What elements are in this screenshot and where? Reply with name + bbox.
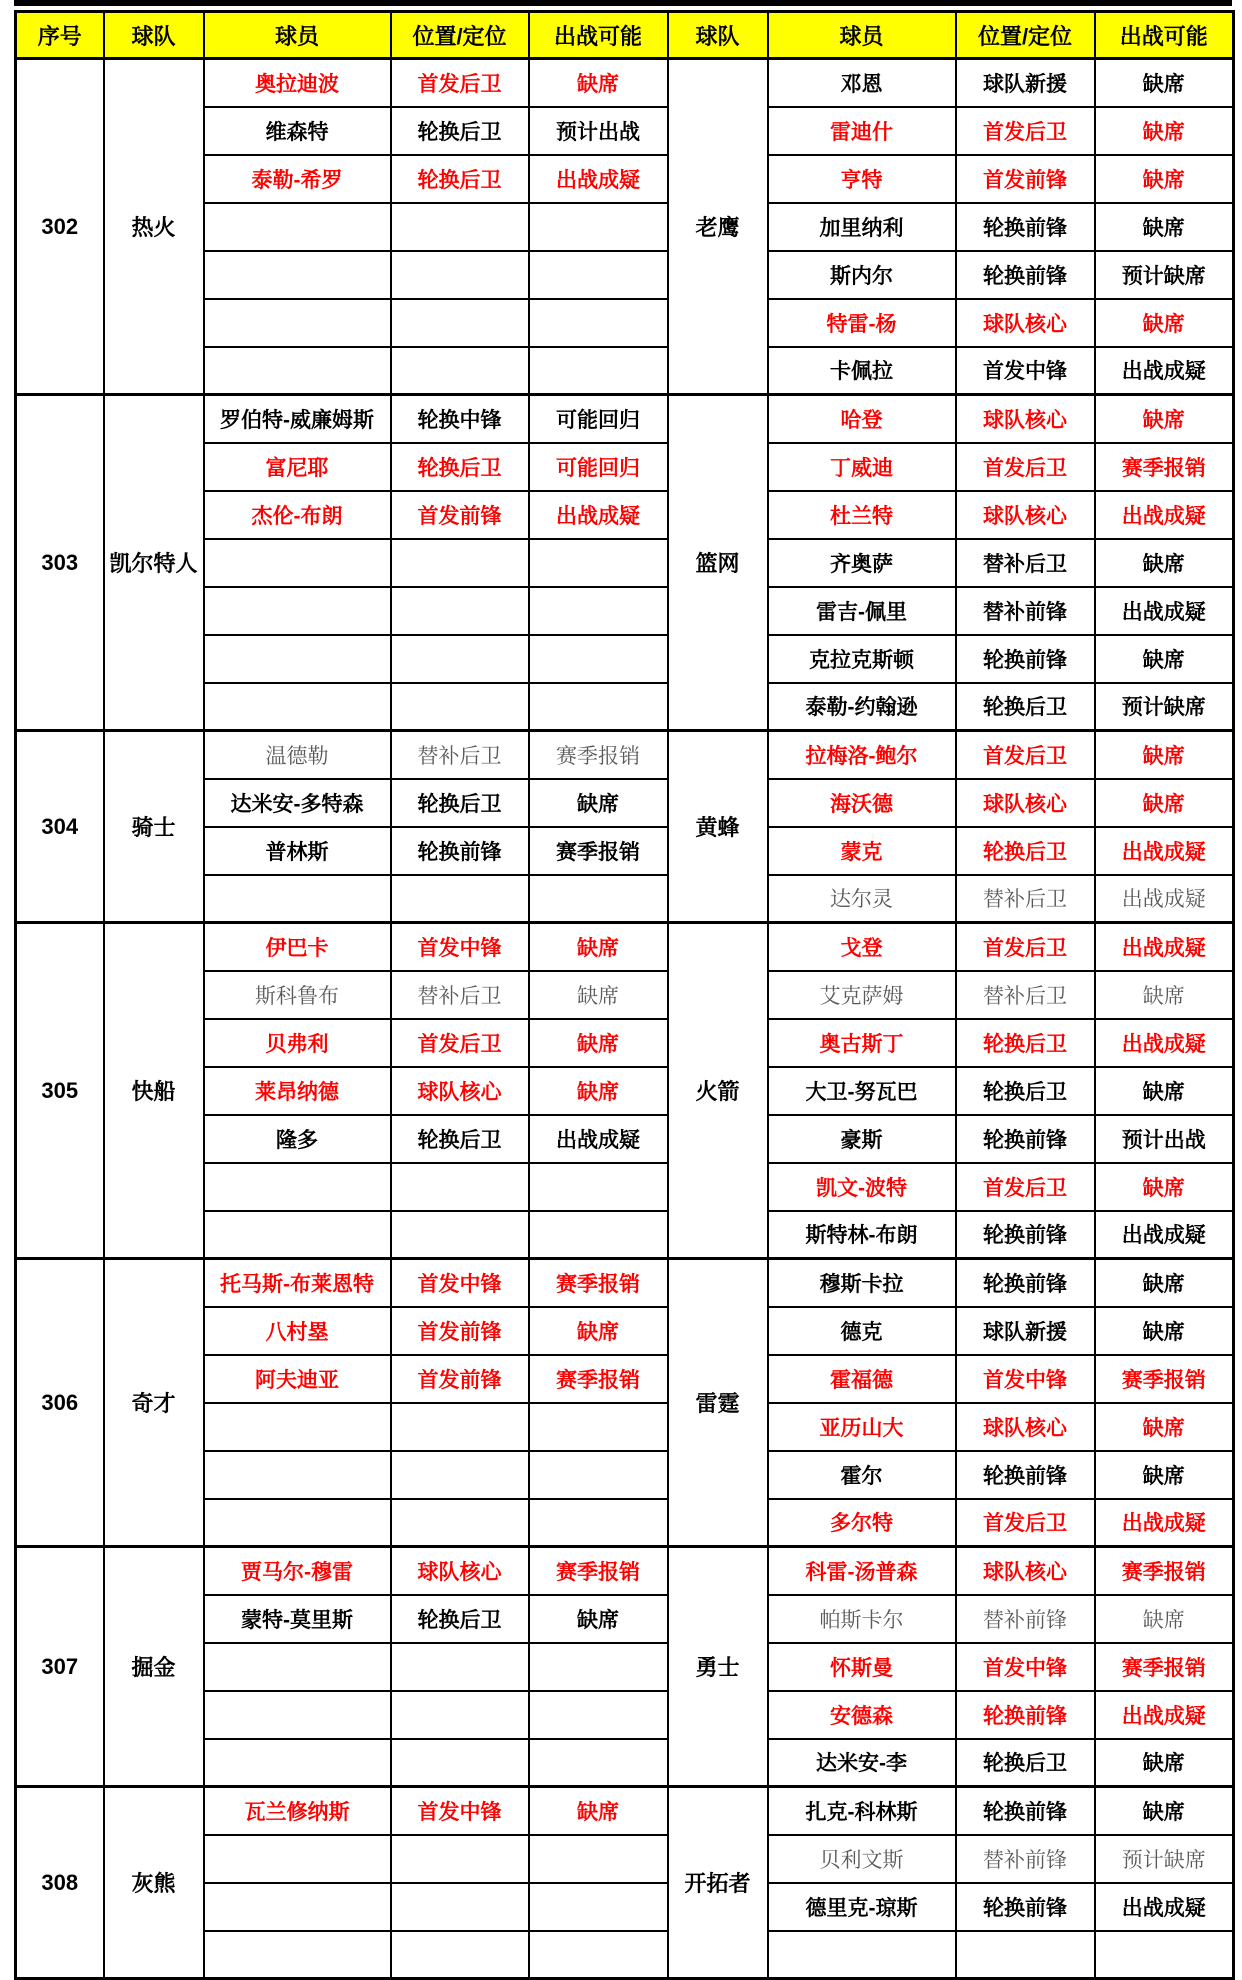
position-cell: 轮换后卫 bbox=[956, 1019, 1095, 1067]
player-cell: 杜兰特 bbox=[768, 491, 956, 539]
player-cell: 科雷-汤普森 bbox=[768, 1547, 956, 1595]
availability-cell: 可能回归 bbox=[529, 395, 668, 443]
position-cell: 轮换前锋 bbox=[956, 1451, 1095, 1499]
availability-cell: 赛季报销 bbox=[1095, 443, 1234, 491]
player-cell: 霍尔 bbox=[768, 1451, 956, 1499]
empty-cell bbox=[391, 1931, 529, 1979]
seq-cell: 308 bbox=[16, 1787, 104, 1979]
empty-cell bbox=[529, 1739, 668, 1787]
player-cell: 加里纳利 bbox=[768, 203, 956, 251]
player-cell: 贾马尔-穆雷 bbox=[204, 1547, 391, 1595]
empty-cell bbox=[391, 635, 529, 683]
empty-cell bbox=[529, 347, 668, 395]
empty-cell bbox=[391, 299, 529, 347]
team-cell-right: 篮网 bbox=[668, 395, 768, 731]
empty-cell bbox=[204, 1643, 391, 1691]
player-cell: 雷迪什 bbox=[768, 107, 956, 155]
seq-cell: 305 bbox=[16, 923, 104, 1259]
position-cell: 球队核心 bbox=[391, 1067, 529, 1115]
empty-cell bbox=[391, 203, 529, 251]
empty-cell bbox=[956, 1931, 1095, 1979]
position-cell: 球队新援 bbox=[956, 59, 1095, 107]
availability-cell: 缺席 bbox=[1095, 731, 1234, 779]
player-cell: 戈登 bbox=[768, 923, 956, 971]
empty-cell bbox=[391, 1451, 529, 1499]
position-cell: 首发中锋 bbox=[391, 1259, 529, 1307]
player-cell: 邓恩 bbox=[768, 59, 956, 107]
empty-cell bbox=[204, 1691, 391, 1739]
availability-cell: 出战成疑 bbox=[1095, 875, 1234, 923]
roster-table bbox=[14, 10, 1235, 1980]
player-cell: 艾克萨姆 bbox=[768, 971, 956, 1019]
player-cell: 富尼耶 bbox=[204, 443, 391, 491]
position-cell: 轮换前锋 bbox=[956, 1115, 1095, 1163]
availability-cell: 缺席 bbox=[529, 1019, 668, 1067]
player-cell: 隆多 bbox=[204, 1115, 391, 1163]
position-cell: 首发中锋 bbox=[956, 1355, 1095, 1403]
header-position-right: 位置/定位 bbox=[956, 12, 1095, 59]
player-cell: 亚历山大 bbox=[768, 1403, 956, 1451]
player-cell: 托马斯-布莱恩特 bbox=[204, 1259, 391, 1307]
empty-cell bbox=[204, 251, 391, 299]
position-cell: 首发中锋 bbox=[956, 1643, 1095, 1691]
position-cell: 轮换后卫 bbox=[391, 107, 529, 155]
availability-cell: 出战成疑 bbox=[529, 491, 668, 539]
position-cell: 首发后卫 bbox=[391, 1019, 529, 1067]
availability-cell: 缺席 bbox=[1095, 203, 1234, 251]
seq-cell: 303 bbox=[16, 395, 104, 731]
position-cell: 首发后卫 bbox=[391, 59, 529, 107]
empty-cell bbox=[204, 299, 391, 347]
availability-cell: 缺席 bbox=[1095, 1787, 1234, 1835]
position-cell: 球队核心 bbox=[956, 1403, 1095, 1451]
empty-cell bbox=[391, 683, 529, 731]
empty-cell bbox=[529, 1451, 668, 1499]
player-cell: 达尔灵 bbox=[768, 875, 956, 923]
availability-cell: 缺席 bbox=[1095, 1307, 1234, 1355]
availability-cell: 缺席 bbox=[529, 1067, 668, 1115]
seq-cell: 307 bbox=[16, 1547, 104, 1787]
availability-cell: 出战成疑 bbox=[1095, 923, 1234, 971]
position-cell: 首发后卫 bbox=[956, 1499, 1095, 1547]
team-cell-left: 快船 bbox=[104, 923, 204, 1259]
seq-cell: 306 bbox=[16, 1259, 104, 1547]
player-cell: 扎克-科林斯 bbox=[768, 1787, 956, 1835]
availability-cell: 出战成疑 bbox=[1095, 1211, 1234, 1259]
player-cell: 阿夫迪亚 bbox=[204, 1355, 391, 1403]
position-cell: 首发中锋 bbox=[391, 1787, 529, 1835]
position-cell: 首发中锋 bbox=[956, 347, 1095, 395]
position-cell: 首发前锋 bbox=[391, 1307, 529, 1355]
position-cell: 轮换后卫 bbox=[391, 1115, 529, 1163]
team-cell-left: 骑士 bbox=[104, 731, 204, 923]
availability-cell: 缺席 bbox=[1095, 1163, 1234, 1211]
position-cell: 轮换中锋 bbox=[391, 395, 529, 443]
availability-cell: 缺席 bbox=[1095, 539, 1234, 587]
header-team-left: 球队 bbox=[104, 12, 204, 59]
empty-cell bbox=[529, 635, 668, 683]
player-cell: 安德森 bbox=[768, 1691, 956, 1739]
availability-cell: 预计出战 bbox=[529, 107, 668, 155]
position-cell: 替补前锋 bbox=[956, 1595, 1095, 1643]
seq-cell: 304 bbox=[16, 731, 104, 923]
availability-cell: 赛季报销 bbox=[529, 1355, 668, 1403]
player-cell: 罗伯特-威廉姆斯 bbox=[204, 395, 391, 443]
player-cell: 瓦兰修纳斯 bbox=[204, 1787, 391, 1835]
empty-cell bbox=[204, 1739, 391, 1787]
availability-cell: 出战成疑 bbox=[1095, 1883, 1234, 1931]
player-cell: 八村塁 bbox=[204, 1307, 391, 1355]
availability-cell: 预计缺席 bbox=[1095, 683, 1234, 731]
empty-cell bbox=[391, 1163, 529, 1211]
empty-cell bbox=[391, 1835, 529, 1883]
position-cell: 轮换后卫 bbox=[391, 1595, 529, 1643]
availability-cell: 赛季报销 bbox=[1095, 1355, 1234, 1403]
empty-cell bbox=[529, 1643, 668, 1691]
empty-cell bbox=[529, 299, 668, 347]
player-cell: 德克 bbox=[768, 1307, 956, 1355]
player-cell: 斯特林-布朗 bbox=[768, 1211, 956, 1259]
empty-cell bbox=[204, 1931, 391, 1979]
empty-cell bbox=[529, 251, 668, 299]
position-cell: 替补前锋 bbox=[956, 1835, 1095, 1883]
empty-cell bbox=[204, 635, 391, 683]
availability-cell: 赛季报销 bbox=[529, 731, 668, 779]
availability-cell: 缺席 bbox=[529, 1787, 668, 1835]
availability-cell: 缺席 bbox=[1095, 155, 1234, 203]
team-cell-left: 灰熊 bbox=[104, 1787, 204, 1979]
empty-cell bbox=[391, 1883, 529, 1931]
empty-cell bbox=[529, 1403, 668, 1451]
availability-cell: 缺席 bbox=[1095, 1403, 1234, 1451]
empty-cell bbox=[204, 1835, 391, 1883]
top-edge-line bbox=[14, 0, 1232, 6]
position-cell: 轮换后卫 bbox=[956, 1067, 1095, 1115]
position-cell: 轮换后卫 bbox=[956, 683, 1095, 731]
empty-cell bbox=[204, 1883, 391, 1931]
empty-cell bbox=[529, 203, 668, 251]
player-cell: 拉梅洛-鲍尔 bbox=[768, 731, 956, 779]
team-cell-left: 热火 bbox=[104, 59, 204, 395]
position-cell: 首发前锋 bbox=[391, 491, 529, 539]
table-row bbox=[16, 1547, 1234, 1595]
position-cell: 轮换前锋 bbox=[391, 827, 529, 875]
empty-cell bbox=[1095, 1931, 1234, 1979]
availability-cell: 赛季报销 bbox=[529, 827, 668, 875]
team-cell-right: 老鹰 bbox=[668, 59, 768, 395]
empty-cell bbox=[204, 1499, 391, 1547]
player-cell: 雷吉-佩里 bbox=[768, 587, 956, 635]
team-cell-right: 雷霆 bbox=[668, 1259, 768, 1547]
player-cell: 德里克-琼斯 bbox=[768, 1883, 956, 1931]
player-cell: 哈登 bbox=[768, 395, 956, 443]
position-cell: 球队核心 bbox=[956, 299, 1095, 347]
team-cell-left: 奇才 bbox=[104, 1259, 204, 1547]
availability-cell: 预计缺席 bbox=[1095, 251, 1234, 299]
empty-cell bbox=[391, 347, 529, 395]
availability-cell: 赛季报销 bbox=[529, 1547, 668, 1595]
availability-cell: 预计出战 bbox=[1095, 1115, 1234, 1163]
empty-cell bbox=[391, 539, 529, 587]
empty-cell bbox=[529, 539, 668, 587]
position-cell: 轮换前锋 bbox=[956, 1259, 1095, 1307]
player-cell: 莱昂纳德 bbox=[204, 1067, 391, 1115]
position-cell: 轮换前锋 bbox=[956, 1787, 1095, 1835]
availability-cell: 出战成疑 bbox=[529, 155, 668, 203]
player-cell: 凯文-波特 bbox=[768, 1163, 956, 1211]
availability-cell: 出战成疑 bbox=[1095, 1499, 1234, 1547]
team-cell-right: 黄蜂 bbox=[668, 731, 768, 923]
availability-cell: 缺席 bbox=[1095, 1259, 1234, 1307]
player-cell: 海沃德 bbox=[768, 779, 956, 827]
table-row bbox=[16, 59, 1234, 107]
empty-cell bbox=[204, 539, 391, 587]
availability-cell: 缺席 bbox=[1095, 1739, 1234, 1787]
header-team-right: 球队 bbox=[668, 12, 768, 59]
empty-cell bbox=[529, 1835, 668, 1883]
availability-cell: 缺席 bbox=[1095, 395, 1234, 443]
player-cell: 丁威迪 bbox=[768, 443, 956, 491]
position-cell: 轮换前锋 bbox=[956, 203, 1095, 251]
empty-cell bbox=[391, 1499, 529, 1547]
availability-cell: 出战成疑 bbox=[1095, 1691, 1234, 1739]
availability-cell: 缺席 bbox=[1095, 107, 1234, 155]
availability-cell: 出战成疑 bbox=[529, 1115, 668, 1163]
availability-cell: 缺席 bbox=[1095, 1595, 1234, 1643]
empty-cell bbox=[204, 1211, 391, 1259]
position-cell: 轮换后卫 bbox=[391, 155, 529, 203]
team-cell-right: 火箭 bbox=[668, 923, 768, 1259]
position-cell: 首发前锋 bbox=[956, 155, 1095, 203]
empty-cell bbox=[204, 683, 391, 731]
position-cell: 轮换前锋 bbox=[956, 635, 1095, 683]
player-cell: 奥拉迪波 bbox=[204, 59, 391, 107]
player-cell: 霍福德 bbox=[768, 1355, 956, 1403]
player-cell: 大卫-努瓦巴 bbox=[768, 1067, 956, 1115]
player-cell: 达米安-李 bbox=[768, 1739, 956, 1787]
empty-cell bbox=[391, 1211, 529, 1259]
empty-cell bbox=[391, 1643, 529, 1691]
position-cell: 球队核心 bbox=[956, 395, 1095, 443]
position-cell: 替补后卫 bbox=[956, 539, 1095, 587]
header-position-left: 位置/定位 bbox=[391, 12, 529, 59]
availability-cell: 缺席 bbox=[529, 971, 668, 1019]
position-cell: 轮换后卫 bbox=[956, 1739, 1095, 1787]
availability-cell: 缺席 bbox=[1095, 1067, 1234, 1115]
player-cell: 蒙特-莫里斯 bbox=[204, 1595, 391, 1643]
empty-cell bbox=[529, 1211, 668, 1259]
availability-cell: 出战成疑 bbox=[1095, 491, 1234, 539]
availability-cell: 可能回归 bbox=[529, 443, 668, 491]
availability-cell: 缺席 bbox=[1095, 971, 1234, 1019]
player-cell: 多尔特 bbox=[768, 1499, 956, 1547]
player-cell: 齐奥萨 bbox=[768, 539, 956, 587]
player-cell: 贝弗利 bbox=[204, 1019, 391, 1067]
availability-cell: 赛季报销 bbox=[529, 1259, 668, 1307]
position-cell: 替补后卫 bbox=[391, 731, 529, 779]
seq-cell: 302 bbox=[16, 59, 104, 395]
availability-cell: 缺席 bbox=[1095, 635, 1234, 683]
empty-cell bbox=[529, 587, 668, 635]
position-cell: 替补后卫 bbox=[956, 875, 1095, 923]
table-row bbox=[16, 1259, 1234, 1307]
empty-cell bbox=[204, 1163, 391, 1211]
empty-cell bbox=[204, 203, 391, 251]
position-cell: 球队核心 bbox=[956, 491, 1095, 539]
empty-cell bbox=[529, 683, 668, 731]
header-availability-left: 出战可能 bbox=[529, 12, 668, 59]
team-cell-left: 掘金 bbox=[104, 1547, 204, 1787]
position-cell: 轮换后卫 bbox=[956, 827, 1095, 875]
availability-cell: 出战成疑 bbox=[1095, 827, 1234, 875]
table-row bbox=[16, 395, 1234, 443]
position-cell: 球队核心 bbox=[391, 1547, 529, 1595]
player-cell: 伊巴卡 bbox=[204, 923, 391, 971]
header-row bbox=[16, 12, 1234, 59]
table-body bbox=[16, 59, 1234, 1979]
position-cell: 首发后卫 bbox=[956, 107, 1095, 155]
table-row bbox=[16, 1787, 1234, 1835]
position-cell: 球队核心 bbox=[956, 779, 1095, 827]
player-cell: 穆斯卡拉 bbox=[768, 1259, 956, 1307]
player-cell: 维森特 bbox=[204, 107, 391, 155]
availability-cell: 缺席 bbox=[529, 1307, 668, 1355]
player-cell: 泰勒-约翰逊 bbox=[768, 683, 956, 731]
availability-cell: 预计缺席 bbox=[1095, 1835, 1234, 1883]
position-cell: 轮换前锋 bbox=[956, 1211, 1095, 1259]
position-cell: 轮换后卫 bbox=[391, 779, 529, 827]
empty-cell bbox=[529, 1499, 668, 1547]
empty-cell bbox=[391, 587, 529, 635]
player-cell: 帕斯卡尔 bbox=[768, 1595, 956, 1643]
position-cell: 替补后卫 bbox=[956, 971, 1095, 1019]
table-row bbox=[16, 731, 1234, 779]
position-cell: 轮换前锋 bbox=[956, 1883, 1095, 1931]
player-cell: 温德勒 bbox=[204, 731, 391, 779]
player-cell: 豪斯 bbox=[768, 1115, 956, 1163]
player-cell: 特雷-杨 bbox=[768, 299, 956, 347]
availability-cell: 出战成疑 bbox=[1095, 347, 1234, 395]
availability-cell: 缺席 bbox=[529, 923, 668, 971]
empty-cell bbox=[391, 251, 529, 299]
availability-cell: 缺席 bbox=[1095, 299, 1234, 347]
player-cell: 贝利文斯 bbox=[768, 1835, 956, 1883]
availability-cell: 出战成疑 bbox=[1095, 587, 1234, 635]
empty-cell bbox=[204, 587, 391, 635]
empty-cell bbox=[391, 1691, 529, 1739]
header-availability-right: 出战可能 bbox=[1095, 12, 1234, 59]
position-cell: 首发后卫 bbox=[956, 1163, 1095, 1211]
position-cell: 首发后卫 bbox=[956, 443, 1095, 491]
player-cell: 达米安-多特森 bbox=[204, 779, 391, 827]
position-cell: 首发后卫 bbox=[956, 923, 1095, 971]
position-cell: 首发前锋 bbox=[391, 1355, 529, 1403]
position-cell: 轮换前锋 bbox=[956, 1691, 1095, 1739]
team-cell-right: 勇士 bbox=[668, 1547, 768, 1787]
empty-cell bbox=[391, 875, 529, 923]
position-cell: 球队新援 bbox=[956, 1307, 1095, 1355]
player-cell: 杰伦-布朗 bbox=[204, 491, 391, 539]
availability-cell: 赛季报销 bbox=[1095, 1547, 1234, 1595]
header-player-left: 球员 bbox=[204, 12, 391, 59]
player-cell: 斯科鲁布 bbox=[204, 971, 391, 1019]
player-cell: 卡佩拉 bbox=[768, 347, 956, 395]
header-player-right: 球员 bbox=[768, 12, 956, 59]
empty-cell bbox=[529, 1163, 668, 1211]
availability-cell: 缺席 bbox=[529, 779, 668, 827]
availability-cell: 缺席 bbox=[1095, 779, 1234, 827]
position-cell: 首发中锋 bbox=[391, 923, 529, 971]
position-cell: 替补后卫 bbox=[391, 971, 529, 1019]
availability-cell: 出战成疑 bbox=[1095, 1019, 1234, 1067]
empty-cell bbox=[529, 1691, 668, 1739]
empty-cell bbox=[391, 1739, 529, 1787]
availability-cell: 缺席 bbox=[1095, 59, 1234, 107]
availability-cell: 赛季报销 bbox=[1095, 1643, 1234, 1691]
table-row bbox=[16, 923, 1234, 971]
position-cell: 球队核心 bbox=[956, 1547, 1095, 1595]
availability-cell: 缺席 bbox=[529, 59, 668, 107]
empty-cell bbox=[529, 1931, 668, 1979]
position-cell: 轮换前锋 bbox=[956, 251, 1095, 299]
team-cell-right: 开拓者 bbox=[668, 1787, 768, 1979]
player-cell: 克拉克斯顿 bbox=[768, 635, 956, 683]
empty-cell bbox=[204, 1451, 391, 1499]
empty-cell bbox=[204, 1403, 391, 1451]
empty-cell bbox=[529, 1883, 668, 1931]
empty-cell bbox=[391, 1403, 529, 1451]
player-cell: 亨特 bbox=[768, 155, 956, 203]
availability-cell: 缺席 bbox=[1095, 1451, 1234, 1499]
position-cell: 轮换后卫 bbox=[391, 443, 529, 491]
position-cell: 替补前锋 bbox=[956, 587, 1095, 635]
player-cell: 蒙克 bbox=[768, 827, 956, 875]
empty-cell bbox=[204, 347, 391, 395]
player-cell: 斯内尔 bbox=[768, 251, 956, 299]
availability-cell: 缺席 bbox=[529, 1595, 668, 1643]
header-seq: 序号 bbox=[16, 12, 104, 59]
player-cell: 泰勒-希罗 bbox=[204, 155, 391, 203]
empty-cell bbox=[529, 875, 668, 923]
player-cell: 怀斯曼 bbox=[768, 1643, 956, 1691]
empty-cell bbox=[204, 875, 391, 923]
team-cell-left: 凯尔特人 bbox=[104, 395, 204, 731]
player-cell: 普林斯 bbox=[204, 827, 391, 875]
player-cell: 奥古斯丁 bbox=[768, 1019, 956, 1067]
empty-cell bbox=[768, 1931, 956, 1979]
position-cell: 首发后卫 bbox=[956, 731, 1095, 779]
